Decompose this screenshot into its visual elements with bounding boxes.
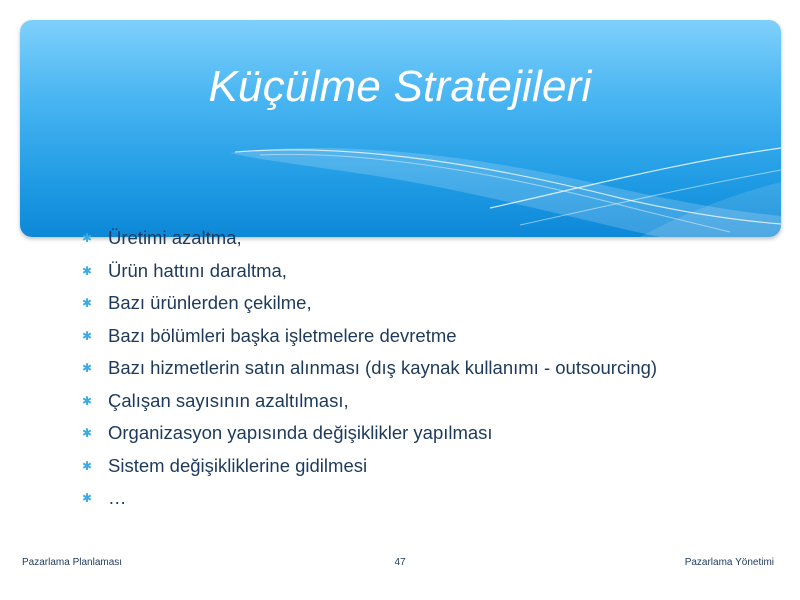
footer-left-text: Pazarlama Planlaması xyxy=(22,557,123,568)
slide-title: Küçülme Stratejileri xyxy=(208,62,592,111)
asterisk-bullet-icon: ✱ xyxy=(82,263,93,278)
list-item xyxy=(82,322,782,355)
list-item-text: Üretimi azaltma, xyxy=(108,227,242,248)
list-item-text: Bazı hizmetlerin satın alınması (dış kaynak kullanımı - outsourcing) xyxy=(108,357,658,378)
asterisk-bullet-icon: ✱ xyxy=(82,491,93,505)
asterisk-bullet-icon: ✱ xyxy=(82,426,93,440)
list-item-text: … xyxy=(108,487,127,508)
asterisk-bullet-icon: ✱ xyxy=(82,458,93,473)
asterisk-bullet-icon: ✱ xyxy=(82,296,93,310)
list-item xyxy=(82,419,782,452)
asterisk-bullet-icon: ✱ xyxy=(82,361,93,375)
list-item-text: Sistem değişikliklerine gidilmesi xyxy=(108,454,368,476)
page-number: 47 xyxy=(394,557,406,568)
asterisk-bullet-icon: ✱ xyxy=(82,328,93,343)
list-item xyxy=(82,289,782,322)
decorative-wave-graphic xyxy=(20,20,781,237)
bullet-list xyxy=(82,224,782,517)
footer-right-text: Pazarlama Yönetimi xyxy=(684,557,774,568)
title-banner xyxy=(20,20,781,237)
list-item xyxy=(82,452,782,485)
asterisk-bullet-icon: ✱ xyxy=(82,393,93,408)
list-item xyxy=(82,484,782,517)
asterisk-bullet-icon: ✱ xyxy=(82,231,93,245)
list-item-text: Bazı ürünlerden çekilme, xyxy=(108,292,312,313)
list-item-text: Organizasyon yapısında değişiklikler yapılması xyxy=(108,422,493,443)
list-item-text: Çalışan sayısının azaltılması, xyxy=(108,389,349,411)
list-item-text: Ürün hattını daraltma, xyxy=(108,259,287,281)
list-item xyxy=(82,257,782,290)
list-item-text: Bazı bölümleri başka işletmelere devretme xyxy=(108,324,457,346)
list-item xyxy=(82,354,782,387)
list-item xyxy=(82,387,782,420)
list-item xyxy=(82,224,782,257)
